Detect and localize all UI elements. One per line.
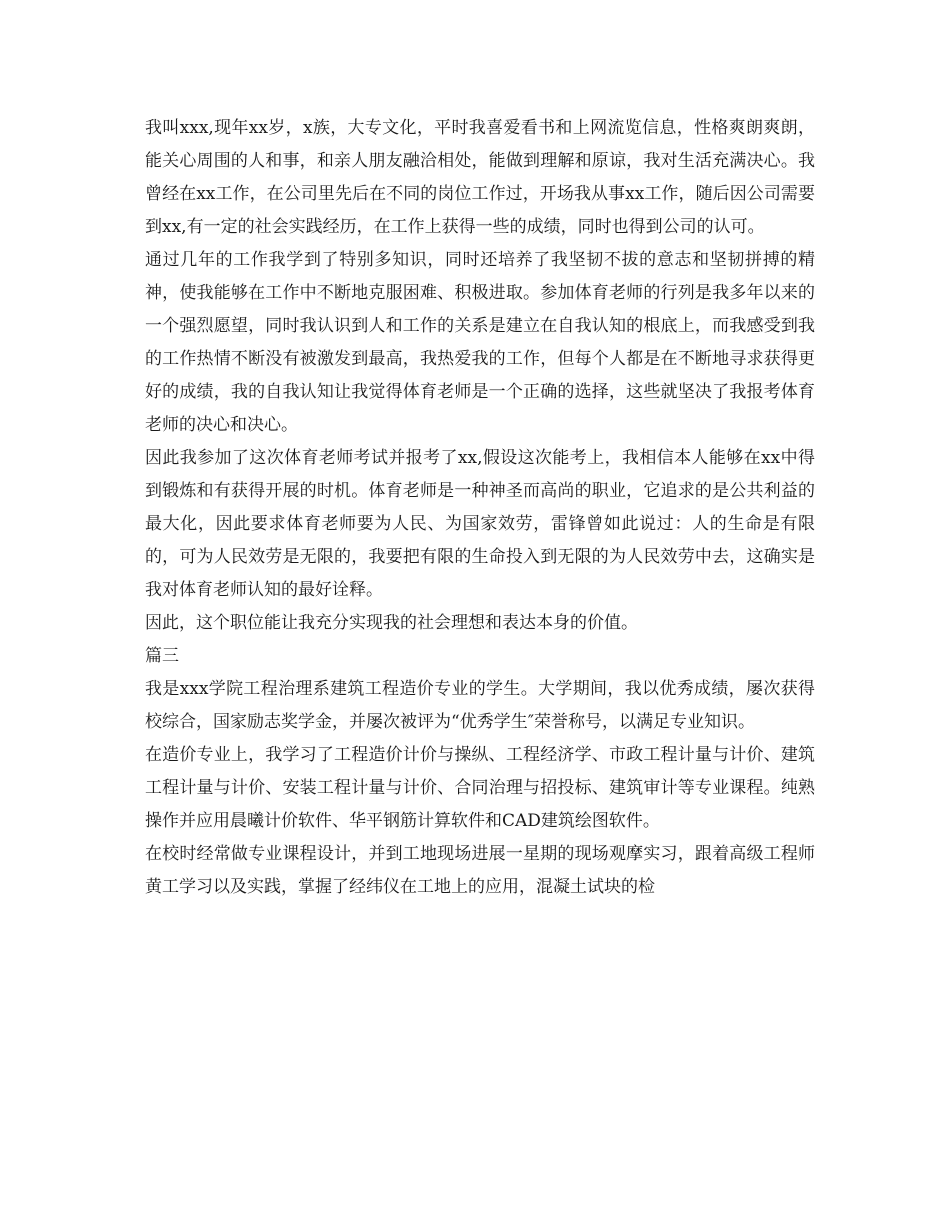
section-heading: 篇三	[145, 646, 179, 666]
paragraph-conclusion: 因此，这个职位能让我充分实现我的社会理想和表达本身的价值。	[145, 613, 638, 633]
document-body	[145, 112, 815, 904]
paragraph-course-study: 在造价专业上，我学习了工程造价计价与操纵、工程经济学、市政工程计量与计价、建筑工程计量与计价、安装工程计量与计价、合同治理与招投标、建筑审计等专业课程。纯熟操作并应用晨曦计价软件、华平钢筋计算软件和CAD建筑绘图软件。	[145, 745, 815, 831]
paragraph-self-introduction: 我叫xxx,现年xx岁，x族，大专文化，平时我喜爱看书和上网流览信息，性格爽朗爽朗，能关心周围的人和事，和亲人朋友融洽相处，能做到理解和原谅，我对生活充满决心。我曾经在xx工作，在公司里先后在不同的岗位工作过，开场我从事xx工作，随后因公司需要到xx,有一定的社会实践经历，在工作上获得一些的成绩，同时也得到公司的认可。	[145, 118, 815, 237]
paragraph-practice: 在校时经常做专业课程设计，并到工地现场进展一星期的现场观摩实习，跟着高级工程师黄工学习以及实践，掌握了经纬仪在工地上的应用，混凝土试块的检	[145, 844, 815, 897]
paragraph-motivation: 通过几年的工作我学到了特别多知识，同时还培养了我坚韧不拔的意志和坚韧拼搏的精神，使我能够在工作中不断地克服困难、积极进取。参加体育老师的行列是我多年以来的一个强烈愿望，同时我认识到人和工作的关系是建立在自我认知的根底上，而我感受到我的工作热情不断没有被激发到最高，我热爱我的工作，但每个人都是在不断地寻求获得更好的成绩，我的自我认知让我觉得体育老师是一个正确的选择，这些就坚决了我报考体育老师的决心和决心。	[145, 250, 815, 435]
paragraph-exam-application: 因此我参加了这次体育老师考试并报考了xx,假设这次能考上，我相信本人能够在xx中得到锻炼和有获得开展的时机。体育老师是一种神圣而高尚的职业，它追求的是公共利益的最大化，因此要求体育老师要为人民、为国家效劳，雷锋曾如此说过：人的生命是有限的，可为人民效劳是无限的，我要把有限的生命投入到无限的为人民效劳中去，这确实是我对体育老师认知的最好诠释。	[145, 448, 815, 600]
paragraph-student-background: 我是xxx学院工程治理系建筑工程造价专业的学生。大学期间，我以优秀成绩，屡次获得校综合，国家励志奖学金，并屡次被评为“优秀学生″荣誉称号，以满足专业知识。	[145, 679, 815, 732]
